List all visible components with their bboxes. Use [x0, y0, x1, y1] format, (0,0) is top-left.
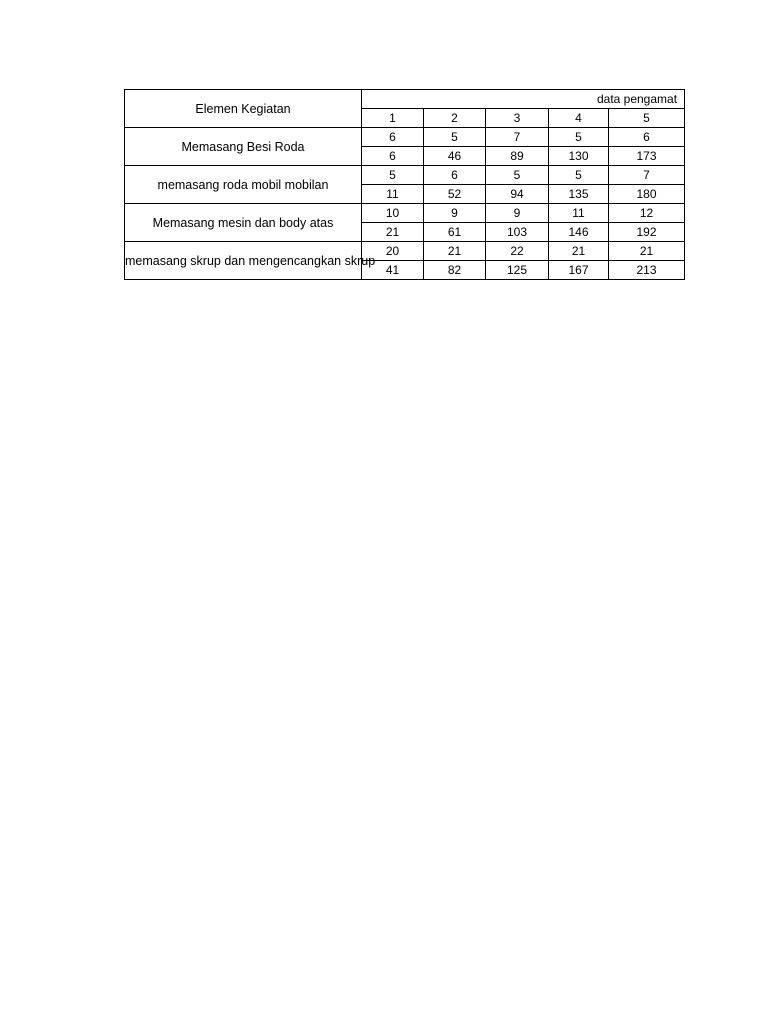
value-cell: 9	[486, 204, 549, 223]
value-cell: 10	[362, 204, 424, 223]
value-cell: 5	[549, 166, 609, 185]
cumulative-cell: 180	[609, 185, 685, 204]
table-row	[125, 242, 685, 261]
obs-number-5: 5	[609, 109, 685, 128]
element-label: memasang skrup dan mengencangkan skrup	[125, 242, 362, 280]
cumulative-cell: 52	[424, 185, 486, 204]
table-row	[125, 166, 685, 185]
table-row	[125, 204, 685, 223]
cumulative-cell: 167	[549, 261, 609, 280]
obs-number-1: 1	[362, 109, 424, 128]
obs-number-3: 3	[486, 109, 549, 128]
value-cell: 5	[549, 128, 609, 147]
value-cell: 21	[609, 242, 685, 261]
obs-number-4: 4	[549, 109, 609, 128]
value-cell: 12	[609, 204, 685, 223]
header-elemen-kegiatan: Elemen Kegiatan	[125, 90, 362, 128]
cumulative-cell: 82	[424, 261, 486, 280]
cumulative-cell: 125	[486, 261, 549, 280]
cumulative-cell: 103	[486, 223, 549, 242]
value-cell: 7	[609, 166, 685, 185]
header-data-pengamatan: data pengamat	[362, 90, 685, 109]
cumulative-cell: 89	[486, 147, 549, 166]
value-cell: 22	[486, 242, 549, 261]
cumulative-cell: 6	[362, 147, 424, 166]
value-cell: 5	[486, 166, 549, 185]
cumulative-cell: 192	[609, 223, 685, 242]
element-label: memasang roda mobil mobilan	[125, 166, 362, 204]
cumulative-cell: 21	[362, 223, 424, 242]
observation-table	[124, 89, 685, 280]
value-cell: 6	[609, 128, 685, 147]
element-label: Memasang Besi Roda	[125, 128, 362, 166]
cumulative-cell: 46	[424, 147, 486, 166]
cumulative-cell: 130	[549, 147, 609, 166]
value-cell: 5	[424, 128, 486, 147]
cumulative-cell: 135	[549, 185, 609, 204]
value-cell: 20	[362, 242, 424, 261]
value-cell: 7	[486, 128, 549, 147]
cumulative-cell: 173	[609, 147, 685, 166]
value-cell: 11	[549, 204, 609, 223]
cumulative-cell: 146	[549, 223, 609, 242]
cumulative-cell: 61	[424, 223, 486, 242]
cumulative-cell: 94	[486, 185, 549, 204]
cumulative-cell: 213	[609, 261, 685, 280]
cumulative-cell: 41	[362, 261, 424, 280]
value-cell: 21	[549, 242, 609, 261]
value-cell: 21	[424, 242, 486, 261]
cumulative-cell: 11	[362, 185, 424, 204]
value-cell: 5	[362, 166, 424, 185]
value-cell: 9	[424, 204, 486, 223]
value-cell: 6	[362, 128, 424, 147]
obs-number-2: 2	[424, 109, 486, 128]
value-cell: 6	[424, 166, 486, 185]
element-label: Memasang mesin dan body atas	[125, 204, 362, 242]
observation-table-container	[124, 89, 678, 284]
table-row	[125, 128, 685, 147]
